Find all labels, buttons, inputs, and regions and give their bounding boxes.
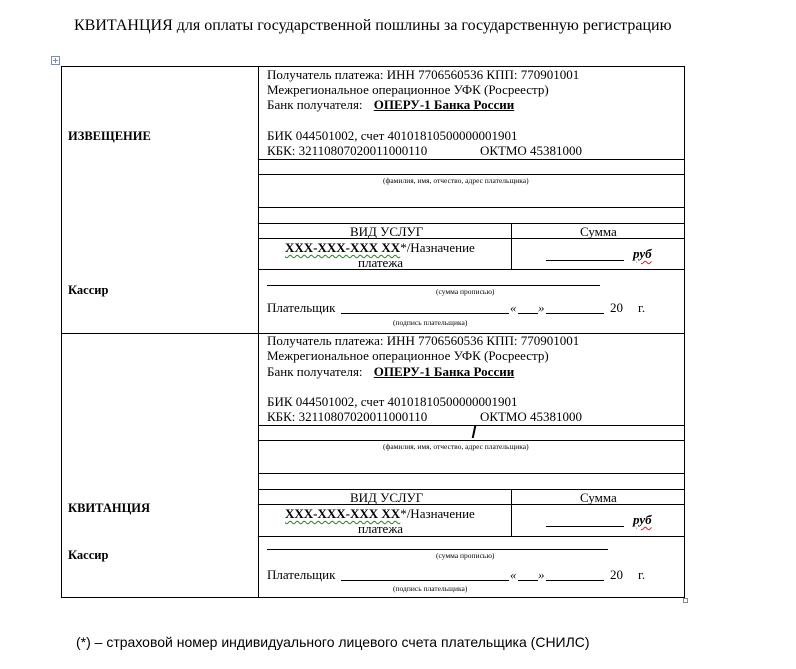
receipt-bank-label: Банк получателя:	[267, 364, 363, 379]
notice-currency	[633, 246, 652, 261]
receipt-bik: БИК 044501002, счет 40101810500000001901	[267, 394, 518, 409]
receipt-currency-text: руб	[633, 512, 652, 527]
receipt-sum-header: Сумма	[580, 490, 617, 505]
receipt-oktmo: ОКТМО 45381000	[480, 409, 583, 424]
notice-bik: БИК 044501002, счет 40101810500000001901	[267, 128, 518, 143]
receipt-date-close: »	[538, 567, 545, 582]
notice-row-line	[258, 207, 684, 208]
receipt-year-suffix: г.	[638, 567, 646, 582]
receipt-signature-caption: (подпись плательщика)	[393, 584, 468, 593]
receipt-currency	[633, 512, 652, 527]
table-column-divider	[258, 66, 259, 598]
notice-bank	[267, 97, 514, 112]
notice-row-line	[258, 223, 684, 224]
table-resize-handle[interactable]	[683, 598, 688, 603]
receipt-sum-field[interactable]	[546, 526, 624, 527]
notice-purpose-suffix: */Назначение	[400, 240, 475, 255]
notice-month-field[interactable]	[546, 313, 604, 314]
table-right-border	[684, 66, 685, 598]
notice-purpose-line2: платежа	[358, 255, 404, 270]
receipt-cashier-label: Кассир	[68, 548, 109, 562]
receipt-row-line	[258, 504, 684, 505]
notice-row-line	[258, 238, 684, 239]
receipt-row-line	[258, 473, 684, 474]
notice-bank-label: Банк получателя:	[267, 97, 363, 112]
text-cursor	[472, 426, 477, 438]
receipt-payer-label: Плательщик	[267, 567, 336, 582]
notice-sum-words-caption: (сумма прописью)	[436, 287, 495, 296]
notice-signature-field[interactable]	[341, 313, 509, 314]
receipt-purpose-suffix: */Назначение	[400, 506, 475, 521]
receipt-sum-words-caption: (сумма прописью)	[436, 551, 495, 560]
receipt-purpose-line2: платежа	[358, 521, 404, 536]
receipt-date-open: «	[510, 567, 517, 582]
receipt-row-line	[258, 536, 684, 537]
notice-row-line	[258, 269, 684, 270]
notice-sum-header: Сумма	[580, 224, 617, 239]
table-move-handle-icon[interactable]	[51, 56, 60, 65]
notice-oktmo: ОКТМО 45381000	[480, 143, 583, 158]
receipt-month-field[interactable]	[546, 580, 604, 581]
notice-label: ИЗВЕЩЕНИЕ	[68, 129, 151, 143]
receipt-signature-field[interactable]	[341, 580, 509, 581]
notice-date-open: «	[510, 300, 517, 315]
notice-payer-caption: (фамилия, имя, отчество, адрес плательщика)	[383, 176, 529, 185]
notice-day-field[interactable]	[518, 313, 538, 314]
notice-row-line	[258, 174, 684, 175]
receipt-label: КВИТАНЦИЯ	[68, 501, 151, 515]
notice-kbk: КБК: 32110807020011000110	[267, 143, 428, 158]
notice-date-close: »	[538, 300, 545, 315]
notice-signature-caption: (подпись плательщика)	[393, 318, 468, 327]
receipt-kbk: КБК: 32110807020011000110	[267, 409, 428, 424]
receipt-payer-caption: (фамилия, имя, отчество, адрес плательщика)	[383, 442, 529, 451]
notice-payer-label: Плательщик	[267, 300, 336, 315]
document-title: КВИТАНЦИЯ для оплаты государственной пошлины за государственную регистрацию	[74, 17, 672, 34]
receipt-sum-words-field[interactable]	[267, 549, 608, 550]
receipt-sum-column-divider	[511, 489, 512, 537]
receipt-row-line	[258, 440, 684, 441]
notice-year-prefix: 20	[610, 300, 623, 315]
table-left-border	[61, 66, 62, 598]
receipt-row-line	[258, 489, 684, 490]
receipt-row-line	[258, 425, 684, 426]
receipt-day-field[interactable]	[518, 580, 538, 581]
receipt-purpose	[285, 506, 475, 521]
receipt-year-prefix: 20	[610, 567, 623, 582]
notice-recipient: Получатель платежа: ИНН 7706560536 КПП: 770901001	[267, 67, 580, 82]
table-bottom-border	[61, 597, 685, 598]
footnote: (*) – страховой номер индивидуального лицевого счета плательщика (СНИЛС)	[76, 634, 590, 650]
notice-org: Межрегиональное операционное УФК (Росреестр)	[267, 82, 549, 97]
receipt-bank-name: ОПЕРУ-1 Банка России	[373, 364, 515, 379]
notice-cashier-label: Кассир	[68, 283, 109, 297]
receipt-bank	[267, 364, 514, 379]
notice-purpose	[285, 240, 475, 255]
receipt-snils-code: ХХХ-ХХХ-ХХХ ХХ	[285, 506, 401, 521]
receipt-recipient: Получатель платежа: ИНН 7706560536 КПП: 770901001	[267, 333, 580, 348]
notice-currency-text: руб	[633, 246, 652, 261]
notice-snils-code: ХХХ-ХХХ-ХХХ ХХ	[285, 240, 401, 255]
notice-sum-words-field[interactable]	[267, 285, 600, 286]
receipt-org: Межрегиональное операционное УФК (Росреестр)	[267, 348, 549, 363]
notice-row-line	[258, 159, 684, 160]
notice-sum-column-divider	[511, 223, 512, 270]
notice-service-header: ВИД УСЛУГ	[350, 224, 424, 239]
notice-year-suffix: г.	[638, 300, 646, 315]
notice-bank-name: ОПЕРУ-1 Банка России	[373, 97, 515, 112]
notice-sum-field[interactable]	[546, 260, 624, 261]
receipt-service-header: ВИД УСЛУГ	[350, 490, 424, 505]
